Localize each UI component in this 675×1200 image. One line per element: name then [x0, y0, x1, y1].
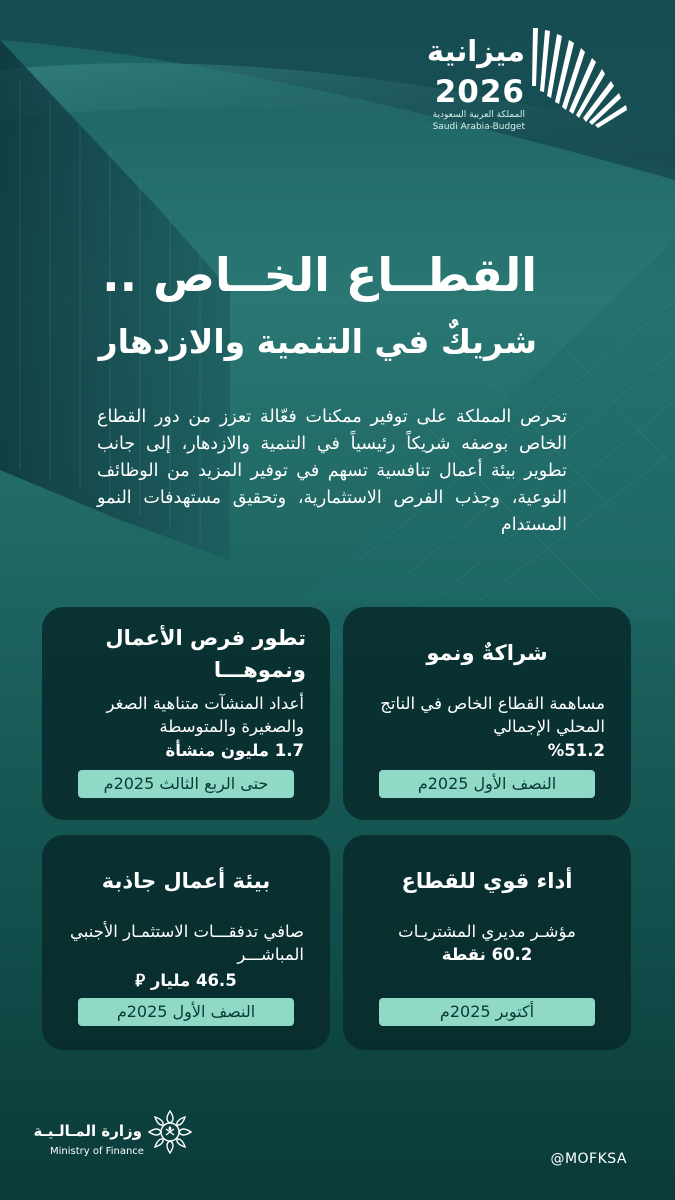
budget-2026-logo [377, 26, 637, 136]
intro-paragraph: تحرص المملكة على توفير ممكنات فعّالة تعزز من دور القطاع الخاص بوصفه شريكاً رئيسياً في التنمية والازدهار، إلى جانب تطوير بيئة أعمال تنافسية تسهم في توفير المزيد من الوظائف النوعية، وجذب الفرص الاستثمارية، وتحقيق مستهدفات النمو المستدام [97, 407, 567, 535]
card-business-opportunities [42, 607, 330, 820]
card-business-environment [42, 835, 330, 1050]
period-badge: النصف الأول 2025م [379, 770, 595, 798]
card-title: تطور فرص الأعمال ونموهـــا [105, 626, 306, 682]
budget-logo-subtitle-en: Saudi Arabia-Budget [432, 122, 525, 132]
period-badge: النصف الأول 2025م [78, 998, 294, 1026]
budget-logo-subtitle-ar: المملكة العربية السعودية [432, 110, 525, 120]
card-value: 60.2 نقطة [441, 945, 533, 964]
social-handle[interactable]: @MOFKSA [550, 1151, 627, 1167]
card-partnership-growth [343, 607, 631, 820]
card-value: 46.5 مليار ⃁ [135, 971, 237, 990]
card-description: مؤشـر مديري المشتريـات [398, 922, 576, 941]
budget-logo-word: ميزانية [426, 34, 525, 68]
period-badge: حتى الربع الثالث 2025م [78, 770, 294, 798]
period-badge: أكتوبر 2025م [379, 998, 595, 1026]
card-title: أداء قوي للقطاع [401, 869, 573, 893]
card-description: مساهمة القطاع الخاص في الناتج المحلي الإجمالي [380, 694, 605, 736]
card-description: أعداد المنشآت متناهية الصغر والصغيرة والمتوسطة [106, 694, 304, 736]
page-title: القطــاع الخــاص .. [102, 248, 537, 302]
budget-logo-year: 2026 [434, 74, 525, 110]
ministry-name-ar: وزارة المـالـيـة [33, 1122, 142, 1140]
budget-logo-rays-icon [529, 26, 637, 134]
card-sector-performance [343, 835, 631, 1050]
page-subtitle: شريكٌ في التنمية والازدهار [98, 322, 537, 361]
card-value: %51.2 [547, 741, 605, 760]
card-description: صافي تدفقـــات الاستثمـار الأجنبي المباشـــر [69, 922, 304, 964]
ministry-of-finance-logo [33, 1108, 210, 1168]
card-value: 1.7 مليون منشأة [165, 741, 304, 760]
ministry-emblem-icon [146, 1108, 194, 1156]
card-title: شراكةٌ ونمو [426, 641, 548, 665]
card-title: بيئة أعمال جاذبة [101, 869, 271, 893]
ministry-name-en: Ministry of Finance [50, 1146, 144, 1157]
